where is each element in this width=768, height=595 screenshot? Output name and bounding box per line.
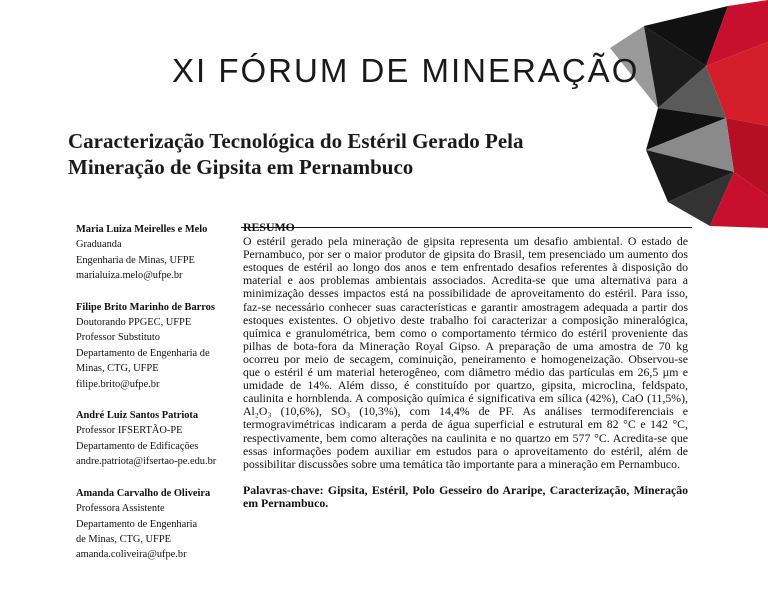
author-email: andre.patriota@ifsertao-pe.edu.br	[76, 456, 217, 468]
author-affiliation: Minas, CTG, UFPE	[76, 363, 159, 375]
abstract-section	[243, 221, 688, 510]
paper-title	[68, 128, 588, 180]
author-affiliation: Departamento de Engenharia	[76, 518, 198, 530]
author-affiliation: Doutorando PPGEC, UFPE	[76, 317, 192, 329]
keywords: Palavras-chave: Gipsita, Estéril, Polo Gesseiro do Araripe, Caracterização, Mineração em Pernambuco.	[243, 482, 688, 510]
forum-logo	[606, 0, 768, 228]
author-email: amanda.coliveira@ufpe.br	[76, 549, 187, 561]
author-affiliation: Professor IFSERTÃO-PE	[76, 425, 183, 437]
author-affiliation: Departamento de Edificações	[76, 440, 199, 452]
author-name: Maria Luiza Meirelles e Melo	[76, 224, 208, 235]
author-affiliation: Graduanda	[76, 239, 122, 251]
author-name: André Luiz Santos Patriota	[76, 410, 199, 422]
author-affiliation: Professora Assistente	[76, 503, 165, 515]
paper-title-line-2: Mineração de Gipsita em Pernambuco	[68, 155, 414, 179]
author-block	[76, 486, 236, 563]
author-name: Filipe Brito Marinho de Barros	[76, 301, 215, 313]
paper-title-line-1: Caracterização Tecnológica do Estéril Gerado Pela	[68, 129, 524, 153]
abstract-body: O estéril gerado pela mineração de gipsita representa um desafio ambiental. O estado de Pernambuco, por ser o maior produtor de gipsita do Brasil, tem presenciado um aumento dos estoques de estéril ao longo dos anos e tem enfrentado desafios referentes à disposição do material e aos problemas ambientais associados. Acredita-se que uma alternativa para a minimização desses impactos está na possibilidade de aproveitamento do estéril. Para isso, faz-se necessário conhecer suas características e garantir amostragem adequada a partir dos estoques existentes. O objetivo deste trabalho foi caracterizar a composição mineralógica, química e granulométrica, bem como o comportamento térmico do estéril proveniente das pilhas de bota-fora da Mineração Royal Gipso. A preparação de uma amostra de 70 kg ocorreu por meio de secagem, cominuição, peneiramento e homogeneização. Observou-se que o estéril é um material heterogêneo, com diâmetro médio das partículas em 26,5 µm e umidade de 14%. Além disso, é constituído por quartzo, gipsita, microclina, feldspato, caulinita e hornblenda. A composição química é significativa em sílica (42%), CaO (11,5%), Al₂O₃ (10,6%), SO₃ (10,3%), com 14,4% de PF. As análises termodiferenciais e termogravimétricas indicaram a perda de água superficial e estrutural em 82 °C e 142 °C, respectivamente, bem como alterações na caulinita e no quartzo em 577 °C. Acredita-se que essas informações podem auxiliar em estudos para o aproveitamento do estéril, além de possibilitar discussões sobre uma temática tão importante para a mineração em Pernambuco.	[243, 234, 688, 471]
author-affiliation: Departamento de Engenharia de	[76, 347, 210, 359]
author-block	[76, 222, 236, 284]
author-block	[76, 408, 236, 470]
forum-title: XI FÓRUM DE MINERAÇÃO	[172, 52, 640, 89]
author-email: filipe.brito@ufpe.br	[76, 378, 160, 390]
author-block	[76, 300, 236, 392]
abstract-heading: RESUMO	[243, 220, 295, 234]
author-name: Amanda Carvalho de Oliveira	[76, 487, 211, 499]
author-email: marialuiza.melo@ufpe.br	[76, 270, 183, 282]
author-affiliation: Engenharia de Minas, UFPE	[76, 254, 195, 266]
author-affiliation: Professor Substituto	[76, 332, 160, 344]
authors-column	[76, 222, 236, 579]
author-affiliation: de Minas, CTG, UFPE	[76, 533, 171, 545]
